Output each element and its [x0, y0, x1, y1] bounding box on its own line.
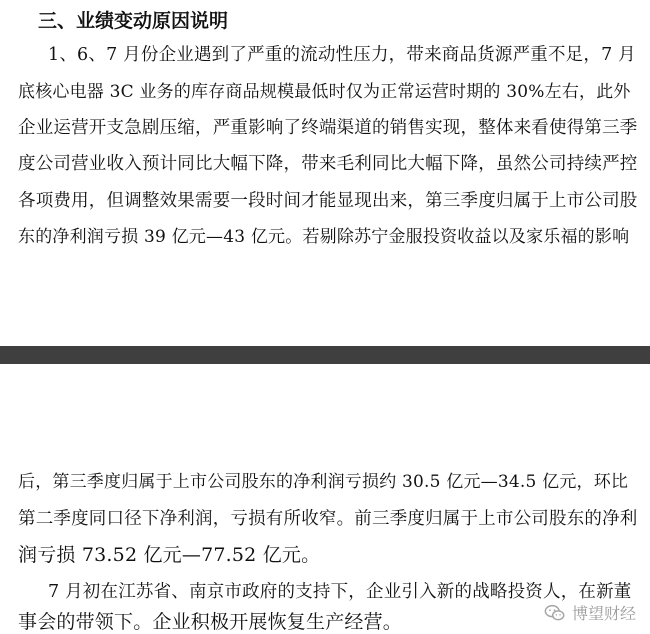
text-line: 润亏损 73.52 亿元—77.52 亿元。: [18, 544, 321, 566]
wechat-icon: [544, 602, 566, 624]
text-line: 1、6、7 月份企业遇到了严重的流动性压力，带来商品货源严重不足，7 月: [48, 45, 636, 65]
page-divider-bar: [0, 346, 650, 364]
text-line: 东的净利润亏损 39 亿元—43 亿元。若剔除苏宁金服投资收益以及家乐福的影响: [18, 227, 630, 247]
text-line: 第二季度同口径下净利润，亏损有所收窄。前三季度归属于上市公司股东的净利: [18, 509, 638, 529]
watermark: [544, 601, 636, 624]
text-line: 企业运营开支急剧压缩，严重影响了终端渠道的销售实现，整体来看使得第三季: [18, 118, 638, 138]
watermark-text: 博望财经: [571, 604, 636, 623]
section-heading: 三、业绩变动原因说明: [38, 10, 229, 32]
text-line: 底核心电器 3C 业务的库存商品规模最低时仅为正常运营时期的 30%左右，此外: [18, 82, 631, 102]
text-line: 各项费用，但调整效果需要一段时间才能显现出来，第三季度归属于上市公司股: [18, 191, 638, 211]
text-line: 7 月初在江苏省、南京市政府的支持下，企业引入新的战略投资人，在新董: [48, 582, 632, 602]
text-line: 度公司营业收入预计同比大幅下降，带来毛利同比大幅下降，虽然公司持续严控: [18, 154, 638, 174]
text-line: 事会的带领下。企业积极开展恢复生产经营。: [18, 611, 403, 633]
text-line: 后，第三季度归属于上市公司股东的净利润亏损约 30.5 亿元—34.5 亿元，环比: [18, 472, 629, 492]
